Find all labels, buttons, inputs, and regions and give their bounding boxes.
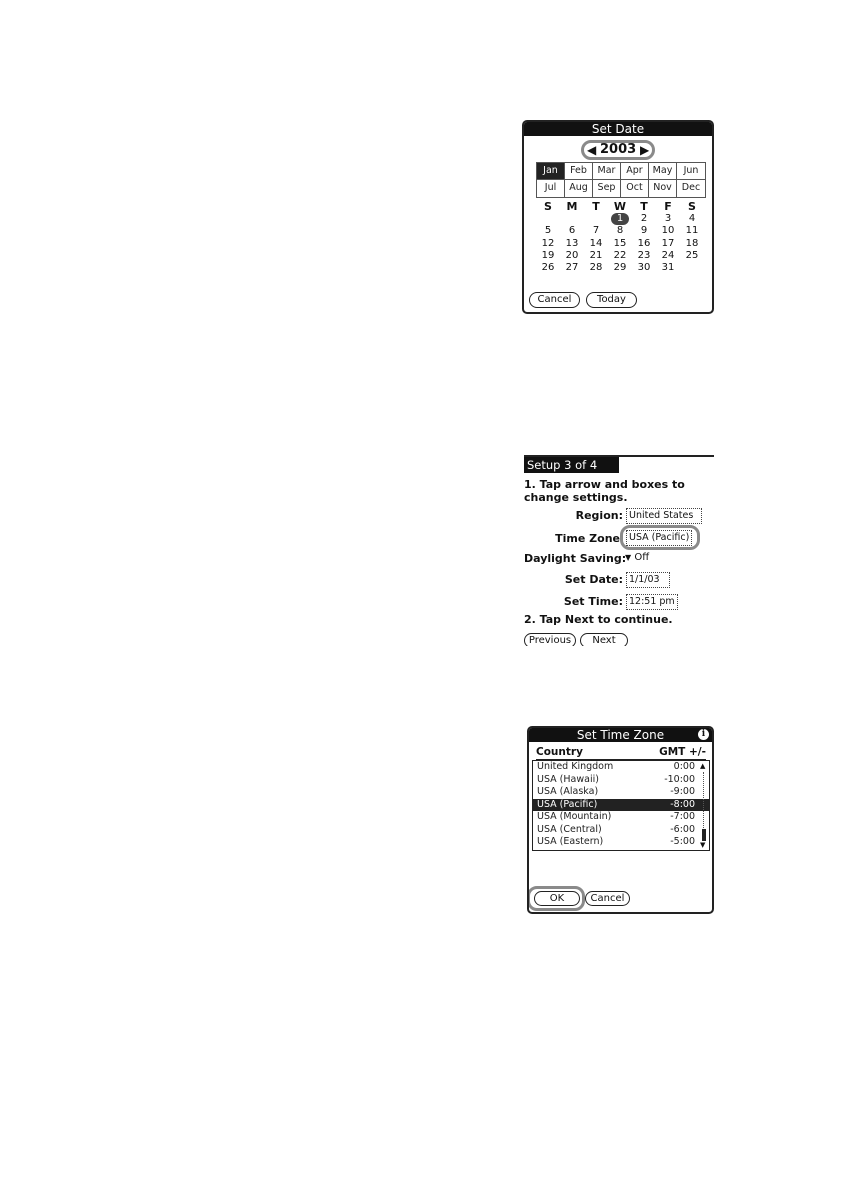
year-value: 2003	[600, 142, 637, 157]
month-jul[interactable]: Jul	[537, 180, 565, 197]
time-zone-offset: -9:00	[670, 786, 695, 797]
day-22[interactable]: 22	[613, 249, 627, 261]
empty-day-cell	[536, 213, 560, 225]
day-grid	[536, 213, 704, 274]
month-jun[interactable]: Jun	[677, 163, 705, 180]
daylight-saving-label: Daylight Saving:	[524, 552, 627, 565]
month-may[interactable]: May	[649, 163, 677, 180]
day-5[interactable]: 5	[544, 225, 552, 237]
day-14[interactable]: 14	[589, 237, 603, 249]
weekday-label: T	[592, 200, 600, 213]
ok-button[interactable]: OK	[534, 891, 580, 906]
instruction-step-2: 2. Tap Next to continue.	[524, 613, 673, 626]
time-zone-row[interactable]	[533, 761, 709, 774]
day-27[interactable]: 27	[565, 262, 579, 274]
time-zone-row[interactable]	[533, 836, 709, 849]
set-time-field[interactable]: 12:51 pm	[626, 594, 678, 610]
month-aug[interactable]: Aug	[565, 180, 593, 197]
month-apr[interactable]: Apr	[621, 163, 649, 180]
time-zone-country: USA (Central)	[537, 823, 602, 835]
day-17[interactable]: 17	[661, 237, 675, 249]
day-13[interactable]: 13	[565, 237, 579, 249]
month-grid	[536, 162, 706, 198]
day-28[interactable]: 28	[589, 262, 603, 274]
day-8[interactable]: 8	[616, 225, 624, 237]
time-zone-country: USA (Mountain)	[537, 811, 612, 822]
scroll-down-arrow-icon[interactable]: ▼	[700, 841, 706, 849]
day-1[interactable]: 1	[611, 213, 629, 225]
instruction-step-1-continued: change settings.	[524, 491, 628, 504]
previous-year-arrow-icon[interactable]: ◀	[587, 143, 597, 157]
set-date-dialog	[522, 120, 714, 314]
day-25[interactable]: 25	[685, 249, 699, 261]
daylight-saving-value: Off	[634, 552, 650, 563]
time-zone-country: USA (Hawaii)	[537, 773, 599, 785]
time-zone-offset: 0:00	[673, 761, 695, 772]
day-9[interactable]: 9	[640, 225, 648, 237]
daylight-saving-dropdown[interactable]	[625, 552, 649, 563]
day-29[interactable]: 29	[613, 262, 627, 274]
region-label: Region:	[575, 509, 623, 522]
day-12[interactable]: 12	[541, 237, 555, 249]
setup-screen	[524, 455, 714, 646]
set-time-label: Set Time:	[563, 595, 623, 608]
list-scrollbar[interactable]	[701, 763, 707, 847]
set-time-zone-dialog	[527, 726, 714, 914]
cancel-button[interactable]: Cancel	[529, 292, 580, 308]
next-button[interactable]: Next	[580, 633, 628, 646]
time-zone-country: USA (Alaska)	[537, 786, 599, 797]
day-2[interactable]: 2	[640, 213, 648, 224]
weekday-label: M	[566, 200, 578, 213]
day-24[interactable]: 24	[661, 249, 675, 261]
month-dec[interactable]: Dec	[681, 182, 701, 193]
weekday-header	[536, 200, 704, 213]
gmt-column-header: GMT +/-	[659, 746, 706, 758]
next-year-arrow-icon[interactable]: ▶	[640, 143, 650, 157]
time-zone-rows	[533, 761, 709, 849]
scroll-track	[703, 772, 706, 836]
time-zone-offset: -5:00	[670, 836, 695, 847]
time-zone-offset: -8:00	[670, 798, 695, 810]
day-19[interactable]: 19	[541, 249, 555, 261]
month-nov[interactable]: Nov	[649, 180, 677, 197]
year-selector	[524, 139, 712, 163]
set-date-field[interactable]: 1/1/03	[626, 572, 670, 588]
time-zone-row[interactable]	[533, 786, 709, 799]
time-zone-offset: -6:00	[670, 823, 695, 835]
country-column-header: Country	[536, 746, 583, 758]
set-date-title: Set Date	[524, 122, 712, 136]
time-zone-list[interactable]	[532, 760, 710, 851]
month-mar[interactable]: Mar	[593, 163, 621, 180]
day-7[interactable]: 7	[592, 225, 600, 237]
time-zone-country: USA (Pacific)	[537, 798, 598, 810]
time-zone-country: USA (Eastern)	[537, 836, 604, 847]
time-zone-row[interactable]	[533, 811, 709, 824]
previous-button[interactable]: Previous	[524, 633, 576, 646]
setup-tab-title: Setup 3 of 4	[524, 457, 619, 473]
day-3[interactable]: 3	[664, 213, 672, 224]
info-icon[interactable]: i	[698, 729, 709, 740]
instruction-step-1: 1. Tap arrow and boxes to	[524, 478, 685, 491]
day-15[interactable]: 15	[613, 237, 627, 249]
set-date-label: Set Date:	[564, 573, 623, 586]
time-zone-offset: -7:00	[670, 811, 695, 822]
set-time-zone-title: Set Time Zone	[529, 728, 712, 742]
weekday-label: F	[664, 200, 672, 213]
month-jan[interactable]: Jan	[537, 163, 565, 180]
weekday-label: T	[640, 200, 648, 213]
time-zone-country: United Kingdom	[537, 761, 614, 772]
time-zone-offset: -10:00	[664, 773, 695, 785]
weekday-label: S	[544, 200, 552, 213]
empty-day-cell	[560, 213, 584, 225]
month-feb[interactable]: Feb	[565, 163, 593, 180]
empty-day-cell	[584, 213, 608, 225]
time-zone-label: Time Zone	[555, 532, 620, 545]
region-field[interactable]: United States	[626, 508, 702, 524]
weekday-label: S	[688, 200, 696, 213]
tz-cancel-button[interactable]: Cancel	[585, 891, 630, 906]
time-zone-row[interactable]	[533, 824, 709, 837]
day-16[interactable]: 16	[637, 237, 651, 249]
day-30[interactable]: 30	[637, 262, 651, 274]
day-10[interactable]: 10	[661, 225, 675, 237]
day-6[interactable]: 6	[568, 225, 576, 237]
day-26[interactable]: 26	[541, 262, 555, 274]
day-4[interactable]: 4	[688, 213, 696, 224]
day-18[interactable]: 18	[685, 237, 699, 249]
month-sep[interactable]: Sep	[593, 180, 621, 197]
scroll-up-arrow-icon[interactable]: ▲	[700, 762, 706, 770]
time-zone-row[interactable]	[533, 799, 709, 812]
time-zone-row[interactable]	[533, 774, 709, 787]
weekday-label: W	[613, 200, 627, 213]
day-23[interactable]: 23	[637, 249, 651, 261]
time-zone-list-header	[536, 746, 706, 760]
month-oct[interactable]: Oct	[621, 180, 649, 197]
scroll-thumb[interactable]	[702, 829, 706, 841]
time-zone-field[interactable]: USA (Pacific)	[626, 530, 692, 546]
dropdown-triangle-icon: ▼	[625, 553, 632, 562]
today-button[interactable]: Today	[586, 292, 637, 308]
day-20[interactable]: 20	[565, 249, 579, 261]
day-11[interactable]: 11	[685, 225, 699, 237]
day-21[interactable]: 21	[589, 249, 603, 261]
day-31[interactable]: 31	[661, 262, 675, 274]
